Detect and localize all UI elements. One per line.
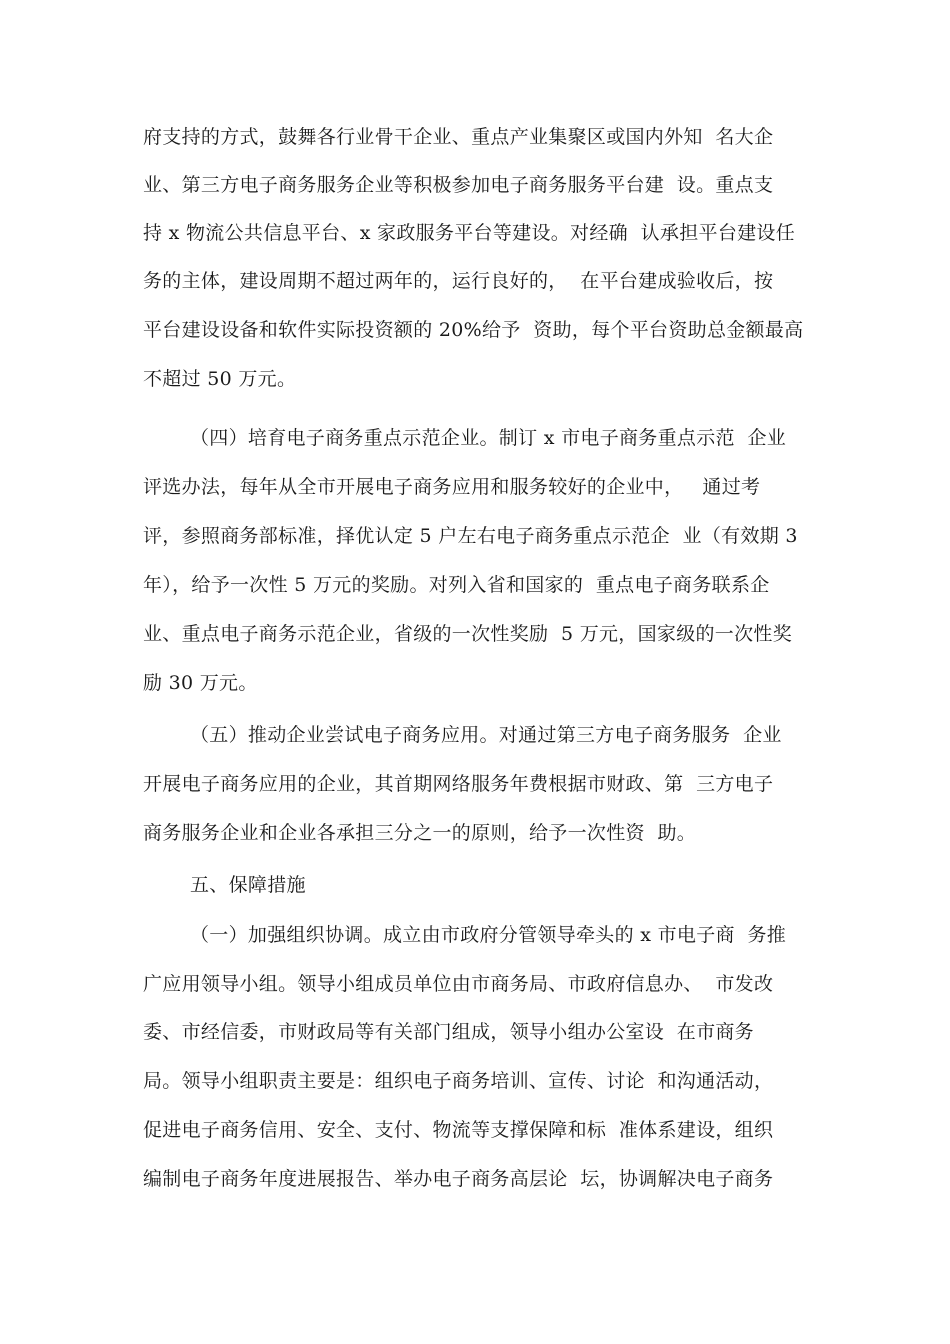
paragraph-line: 年），给予一次性 5 万元的奖励。对列入省和国家的 重点电子商务联系企 (143, 574, 770, 596)
paragraph-line: 业、重点电子商务示范企业，省级的一次性奖励 5 万元，国家级的一次性奖 (143, 623, 793, 645)
paragraph-line: 编制电子商务年度进展报告、举办电子商务高层论 坛，协调解决电子商务 (143, 1168, 774, 1190)
paragraph-line: 评，参照商务部标准，择优认定 5 户左右电子商务重点示范企 业（有效期 3 (143, 525, 798, 547)
section-heading-4: （四）培育电子商务重点示范企业。制订 x 市电子商务重点示范 企业 (190, 427, 787, 449)
paragraph-line: 评选办法，每年从全市开展电子商务应用和服务较好的企业中， 通过考 (143, 476, 761, 498)
paragraph-line: 持 x 物流公共信息平台、x 家政服务平台等建设。对经确 认承担平台建设任 (143, 222, 796, 244)
paragraph-line: 业、第三方电子商务服务企业等积极参加电子商务服务平台建 设。重点支 (143, 174, 774, 196)
section-heading-1: （一）加强组织协调。成立由市政府分管领导牵头的 x 市电子商 务推 (190, 924, 787, 946)
paragraph-line: 委、市经信委，市财政局等有关部门组成，领导小组办公室设 在市商务 (143, 1021, 754, 1043)
chapter-heading: 五、保障措施 (190, 874, 306, 896)
paragraph-line: 励 30 万元。 (143, 672, 258, 694)
paragraph-line: 促进电子商务信用、安全、支付、物流等支撑保障和标 准体系建设，组织 (143, 1119, 774, 1141)
section-heading-5: （五）推动企业尝试电子商务应用。对通过第三方电子商务服务 企业 (190, 724, 782, 746)
paragraph-line: 平台建设设备和软件实际投资额的 20%给予 资助，每个平台资助总金额最高 (143, 319, 804, 341)
paragraph-line: 商务服务企业和企业各承担三分之一的原则，给予一次性资 助。 (143, 822, 697, 844)
paragraph-line: 务的主体，建设周期不超过两年的，运行良好的， 在平台建成验收后，按 (143, 270, 774, 292)
paragraph-line: 局。领导小组职责主要是：组织电子商务培训、宣传、讨论 和沟通活动， (143, 1070, 774, 1092)
paragraph-line: 府支持的方式，鼓舞各行业骨干企业、重点产业集聚区或国内外知 名大企 (143, 126, 774, 148)
paragraph-line: 开展电子商务应用的企业，其首期网络服务年费根据市财政、第 三方电子 (143, 773, 774, 795)
paragraph-line: 不超过 50 万元。 (143, 368, 297, 390)
paragraph-line: 广应用领导小组。领导小组成员单位由市商务局、市政府信息办、 市发改 (143, 973, 774, 995)
